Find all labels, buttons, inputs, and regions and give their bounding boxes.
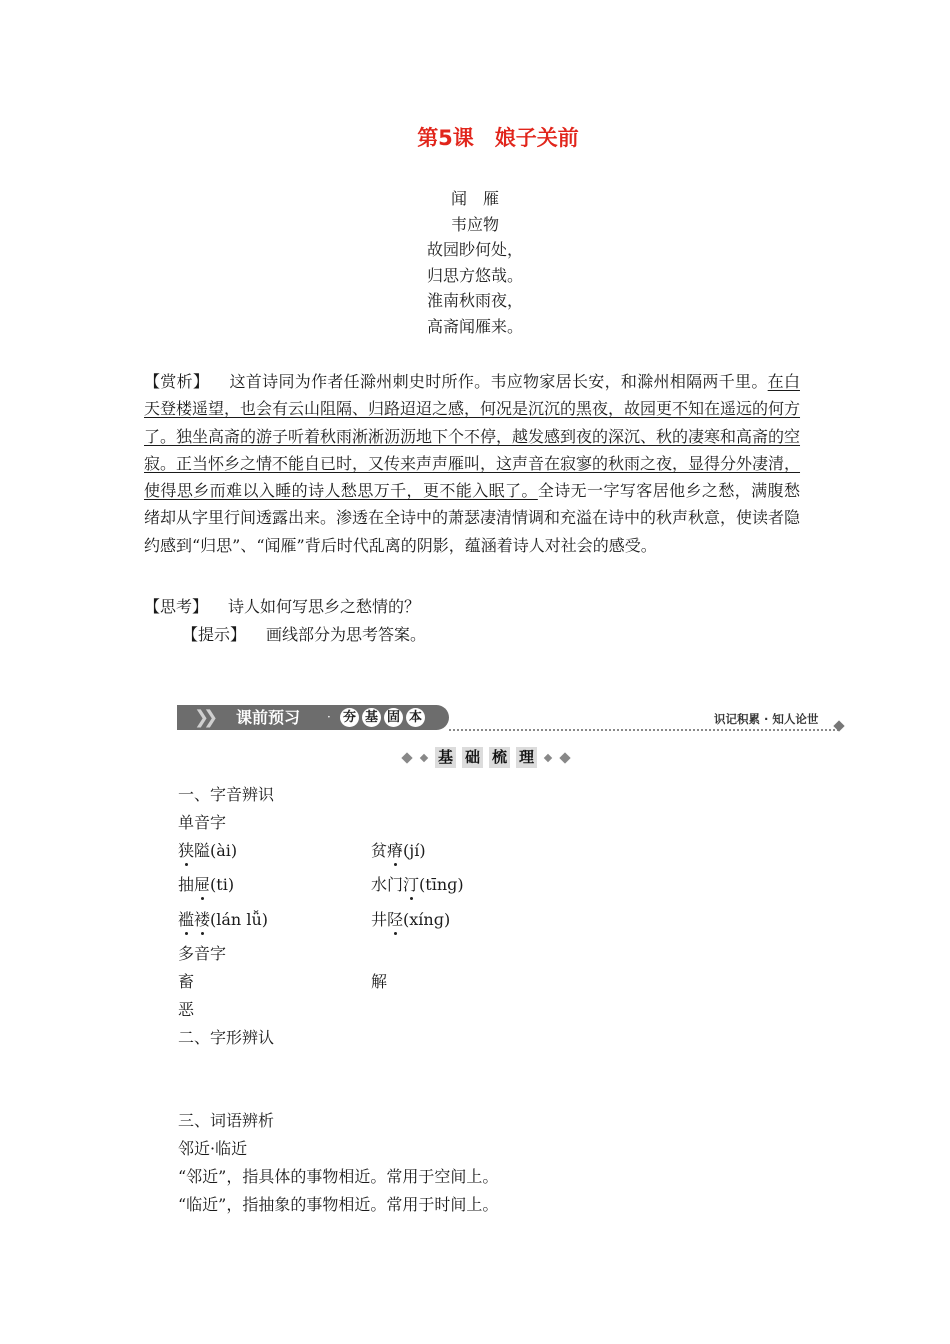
banner-title: 课前预习	[236, 708, 301, 727]
appreciation-rest: 全诗无一字写客居他乡之愁，满腹愁绪却从字里行间透露出来。渗透在全诗中的萧瑟凄清情调和充溢在诗中的秋声秋意，使读者隐约感到“归思”、“闻雁”背后时代乱离的阴影，蕴涵着诗人对社会的感受。	[144, 481, 801, 555]
badge: 夯	[340, 708, 359, 727]
appreciation-paragraph	[144, 368, 800, 559]
poem-title: 闻 雁	[450, 189, 499, 208]
pinyin-item: 井陉(xínɡ)	[371, 910, 451, 929]
appreciation-intro: 这首诗同为作者任滁州刺史时所作。韦应物家居长安，和滁州相隔两千里。	[229, 372, 768, 391]
multi-item: 畜	[178, 972, 195, 991]
double-chevron-icon: ❯❯	[194, 707, 213, 728]
think-question: 诗人如何写思乡之愁情的？	[228, 597, 421, 616]
subheading-char: 理	[516, 747, 537, 768]
subheading	[400, 747, 572, 768]
appreciation-label: 【赏析】	[144, 372, 210, 391]
pinyin-rest: 隘(ài)	[194, 841, 238, 860]
subheading-char: 础	[462, 747, 483, 768]
pinyin-item: 水门汀(tīnɡ)	[371, 875, 464, 894]
poem-line: 淮南秋雨夜，	[426, 291, 523, 311]
badge: 固	[384, 708, 403, 727]
hint-text: 画线部分为思考答案。	[266, 625, 427, 644]
badge: 本	[406, 708, 425, 727]
think-label: 【思考】	[144, 597, 209, 616]
section-heading: 三、词语辨析	[178, 1111, 275, 1130]
diamond-icon	[420, 753, 428, 761]
lesson-title: 第5课 娘子关前	[417, 126, 579, 150]
word-pair: 邻近·临近	[178, 1139, 248, 1158]
section-heading: 二、字形辨认	[178, 1028, 275, 1047]
multi-item: 解	[371, 972, 388, 991]
hint-label: 【提示】	[182, 625, 247, 644]
definition: “邻近”，指具体的事物相近。常用于空间上。	[178, 1167, 499, 1186]
pinyin-item: 贫瘠(jí)	[371, 841, 426, 860]
definition: “临近”，指抽象的事物相近。常用于时间上。	[178, 1195, 499, 1214]
subheading-char: 梳	[489, 747, 510, 768]
pinyin-item: 狭隘(ài)	[178, 841, 238, 860]
multi-item: 恶	[178, 1000, 195, 1019]
banner-dotted-line	[449, 729, 839, 731]
diamond-icon	[401, 752, 412, 763]
sub-heading: 多音字	[178, 944, 227, 963]
diamond-icon	[559, 752, 570, 763]
poem-line: 高斋闻雁来。	[426, 316, 523, 336]
underlined-answer: 在白天登楼遥望，也会有云山阻隔、归路迢迢之感，何况是沉沉的黑夜，故园更不知在遥远的何方了。独坐高斋的游子听着秋雨淅淅沥沥地下个不停，越发感到夜的深沉、秋的凄寒和高斋的空寂。正当怀乡之情不能自已时，又传来声声雁叫，这声音在寂寥的秋雨之夜，显得分外凄清，使得思乡而难以入睡的诗人愁思万千，更不能入眠了。	[144, 372, 801, 501]
banner-dot: ·	[327, 710, 331, 724]
poem-line: 归思方悠哉。	[426, 265, 523, 285]
hint-row	[182, 622, 426, 645]
banner-badges	[340, 708, 425, 727]
section-heading: 一、字音辨识	[178, 785, 275, 804]
poem-line: 故园眇何处，	[426, 240, 523, 260]
sub-heading: 单音字	[178, 813, 227, 832]
pinyin-item: 抽屉(ti)	[178, 875, 235, 894]
banner-right-text: 识记积累 · 知人论世	[714, 712, 819, 726]
subheading-char: 基	[435, 747, 456, 768]
diamond-icon	[544, 753, 552, 761]
poem-author: 韦应物	[450, 214, 499, 234]
badge: 基	[362, 708, 381, 727]
think-row	[144, 594, 420, 617]
poem	[0, 186, 950, 340]
pinyin-item: 褴褛(lán lǚ)	[178, 910, 268, 929]
